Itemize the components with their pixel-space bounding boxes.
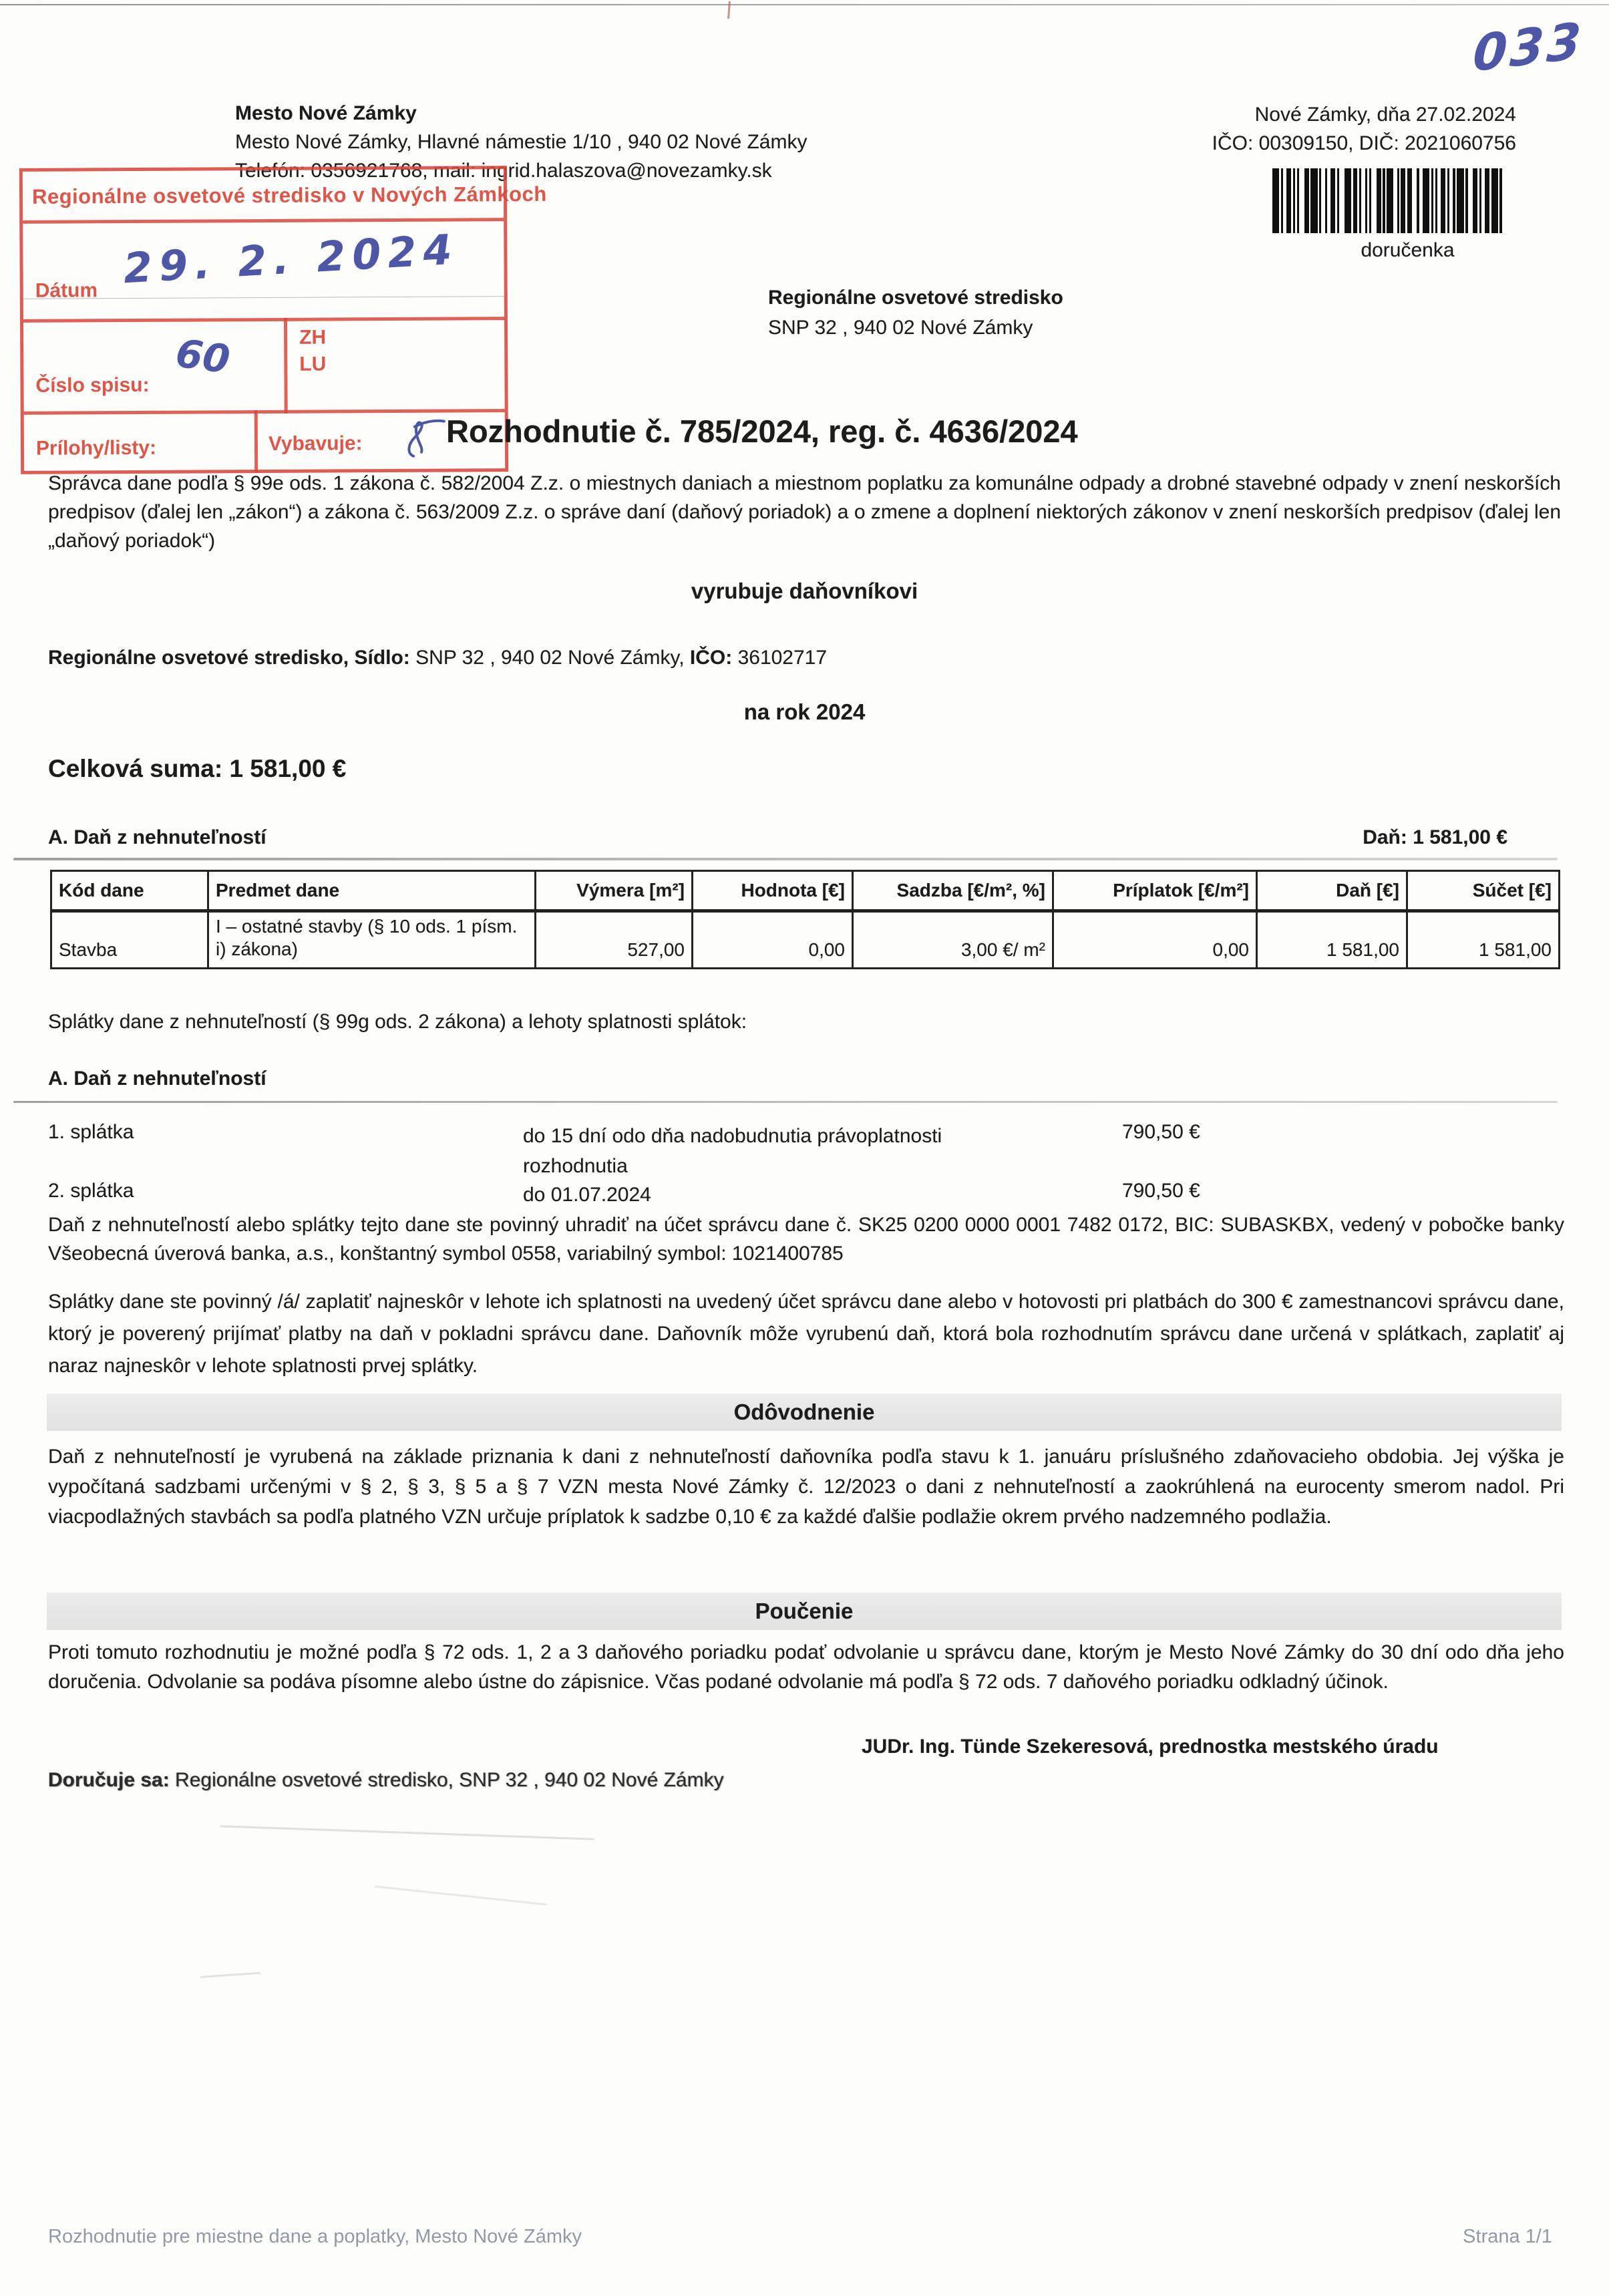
installment-2-term: do 01.07.2024 — [523, 1184, 651, 1206]
stamp-date-row — [23, 221, 504, 323]
barcode-bar — [1297, 168, 1299, 233]
stamp-date-label: Dátum — [35, 279, 98, 302]
barcode-bar — [1293, 168, 1295, 233]
delivery-label: Doručuje sa: — [48, 1769, 170, 1791]
stamp-initials-1: ZH — [299, 326, 327, 349]
recipient-name: Regionálne osvetové stredisko — [768, 287, 1063, 309]
barcode-bar — [1359, 168, 1361, 233]
barcode-label: doručenka — [1361, 239, 1455, 261]
taxpayer-ico-label: IČO: — [689, 647, 733, 669]
barcode-bar — [1345, 168, 1351, 233]
barcode-bar — [1491, 168, 1498, 233]
col-vymera: Výmera [m²] — [536, 871, 693, 911]
barcode-bar — [1377, 168, 1381, 233]
handwritten-file-number: 60 — [173, 330, 233, 383]
barcode-bar — [1457, 168, 1463, 233]
barcode-bar — [1286, 168, 1291, 233]
odovodnenie-band — [47, 1393, 1562, 1431]
stamp-attachments-label: Prílohy/listy: — [35, 436, 157, 460]
payment-note-paragraph: Splátky dane ste povinný /á/ zaplatiť najneskôr v lehote ich splatnosti na uvedený účet správcu dane alebo v hotovosti pri platbách do 300 € zamestnancovi správcu dane, ktorý je poverený prijímať platby na daň v pokladni správcu dane. Daňovník môže vyrubenú daň, ktorá bola rozhodnutím správcu dane určená v splátkach, zaplatiť aj naraz najneskôr v lehote splatnosti prvej splátky. — [48, 1291, 1564, 1377]
tax-table — [50, 870, 1560, 969]
taxpayer-ico-value: 36102717 — [732, 647, 828, 669]
cell-hodnota: 0,00 — [693, 911, 853, 969]
sender-contact: Telefón: 0356921768, mail: ingrid.halaszova@novezamky.sk — [235, 160, 772, 182]
stamp-bottom-row — [24, 412, 505, 474]
barcode-bar — [1365, 168, 1367, 233]
installment-2-label: 2. splátka — [48, 1180, 134, 1202]
date-ico-block — [1212, 100, 1516, 158]
total-sum-line: Celková suma: 1 581,00 € — [48, 755, 347, 782]
registry-stamp — [19, 166, 547, 474]
barcode-bar — [1272, 168, 1279, 233]
barcode-bar — [1304, 168, 1309, 233]
stamp-attachments-cell — [24, 414, 254, 474]
levy-line: vyrubuje daňovníkovi — [691, 579, 918, 603]
cell-predmet-dane: I – ostatné stavby (§ 10 ods. 1 písm. i) zákona) — [208, 911, 536, 969]
col-dan: Daň [€] — [1257, 871, 1407, 911]
poucenie-band — [47, 1593, 1562, 1630]
barcode-bar — [1383, 168, 1385, 233]
cell-sucet: 1 581,00 — [1407, 911, 1560, 969]
barcode-bar — [1407, 168, 1412, 233]
intro-paragraph: Správca dane podľa § 99e ods. 1 zákona č. 582/2004 Z.z. o miestnych daniach a miestnom poplatku za komunálne odpady a drobné stavebné odpady v znení neskorších predpisov (ďalej len „zákon“) a zákona č. 563/2009 Z.z. o správe daní (daňový poriadok) a o zmene a doplnení niektorých zákonov v znení neskorších predpisov (ďalej len „daňový poriadok“) — [48, 472, 1561, 552]
tax-table-data-row — [51, 911, 1560, 969]
scan-artifact-top-line — [0, 4, 1609, 5]
scan-artifact-ghost — [200, 1972, 260, 1978]
stamp-file-label: Číslo spisu: — [35, 373, 150, 397]
stamp-title: Regionálne osvetové stredisko v Nových Zámkoch — [23, 169, 504, 224]
barcode-bar — [1369, 168, 1371, 233]
barcode-bar — [1447, 168, 1449, 233]
col-sadzba: Sadzba [€/m², %] — [853, 871, 1053, 911]
barcode-bar — [1337, 168, 1339, 233]
barcode-bar — [1310, 168, 1317, 233]
cell-vymera: 527,00 — [536, 911, 693, 969]
barcode-bar — [1417, 168, 1419, 233]
barcode-bar — [1479, 168, 1481, 233]
stamp-file-cell — [23, 321, 285, 412]
poucenie-body: Proti tomuto rozhodnutiu je možné podľa § 72 ods. 1, 2 a 3 daňového poriadku podať odvolanie u správcu dane, ktorým je Mesto Nové Zámky do 30 dní odo dňa jeho doručenia. Odvolanie sa podáva písomne alebo ústne do zápisnice. Včas podané odvolanie má podľa § 72 ods. 7 daňového poriadku odkladný účinok. — [48, 1641, 1564, 1693]
divider-line-2 — [13, 1101, 1558, 1103]
place-date: Nové Zámky, dňa 27.02.2024 — [1254, 104, 1516, 126]
cell-priplatok: 0,00 — [1053, 911, 1257, 969]
footer-page-number: Strana 1/1 — [1463, 2226, 1552, 2247]
sender-address: Mesto Nové Zámky, Hlavné námestie 1/10 , 940 02 Nové Zámky — [235, 131, 808, 153]
installment-2-amount: 790,50 € — [1122, 1180, 1200, 1202]
cell-sadzba: 3,00 €/ m² — [853, 911, 1053, 969]
handwritten-page-number: 033 — [1471, 11, 1586, 84]
barcode-bar — [1387, 168, 1393, 233]
stamp-initials-2: LU — [299, 353, 327, 375]
delivery-line — [48, 1769, 724, 1792]
footer-document-type: Rozhodnutie pre miestne dane a poplatky, Mesto Nové Zámky — [48, 2226, 582, 2247]
scan-artifact-ghost — [375, 1885, 548, 1905]
barcode-bar — [1401, 168, 1405, 233]
col-priplatok: Príplatok [€/m²] — [1053, 871, 1257, 911]
year-line: na rok 2024 — [743, 699, 866, 724]
barcode-bar — [1453, 168, 1455, 233]
barcode-bar — [1435, 168, 1437, 233]
section-a-heading: A. Daň z nehnuteľností — [48, 826, 266, 848]
signature-line: JUDr. Ing. Tünde Szekeresová, prednostka mestského úradu — [862, 1736, 1439, 1758]
recipient-address: SNP 32 , 940 02 Nové Zámky — [768, 317, 1033, 339]
cell-kod-dane: Stavba — [51, 911, 208, 969]
stamp-handler-label: Vybavuje: — [268, 432, 363, 455]
tax-table-header-row — [51, 871, 1560, 911]
barcode-bar — [1330, 168, 1335, 233]
installment-1-term: do 15 dní odo dňa nadobudnutia právoplatnosti rozhodnutia — [523, 1125, 942, 1177]
barcode-bar — [1325, 168, 1327, 233]
payment-info-paragraph: Daň z nehnuteľností alebo splátky tejto dane ste povinný uhradiť na účet správcu dane č. SK25 0200 0000 0001 7482 0172, BIC: SUBASKBX, vedený v pobočke banky Všeobecná úverová banka, a.s., konštantný symbol 0558, variabilný symbol: 1021400785 — [48, 1214, 1564, 1265]
col-kod-dane: Kód dane — [51, 871, 208, 911]
barcode-bar — [1281, 168, 1283, 233]
barcode — [1272, 168, 1543, 233]
recipient-block — [768, 283, 1063, 343]
divider-line — [13, 858, 1558, 860]
barcode-bar — [1423, 168, 1429, 233]
col-hodnota: Hodnota [€] — [693, 871, 853, 911]
scan-artifact-ghost — [220, 1825, 594, 1840]
barcode-bar — [1473, 168, 1477, 233]
handwritten-date: 29. 2. 2024 — [122, 224, 460, 293]
col-sucet: Súčet [€] — [1407, 871, 1560, 911]
installments-heading: A. Daň z nehnuteľností — [48, 1068, 266, 1090]
barcode-bar — [1465, 168, 1467, 233]
barcode-bar — [1353, 168, 1358, 233]
taxpayer-address: SNP 32 , 940 02 Nové Zámky, — [409, 647, 690, 669]
ico-dic: IČO: 00309150, DIČ: 2021060756 — [1212, 132, 1516, 154]
taxpayer-line — [48, 647, 1561, 669]
section-a-tax-total: Daň: 1 581,00 € — [1363, 826, 1507, 848]
sender-name: Mesto Nové Zámky — [235, 102, 417, 124]
barcode-bar — [1397, 168, 1399, 233]
stamp-file-row — [23, 320, 505, 415]
col-predmet-dane: Predmet dane — [208, 871, 536, 911]
installment-1-label: 1. splátka — [48, 1121, 134, 1143]
barcode-bar — [1499, 168, 1501, 233]
odovodnenie-body: Daň z nehnuteľností je vyrubená na základe priznania k dani z nehnuteľností daňovníka podľa stavu k 1. januáru príslušného zdaňovacieho obdobia. Jej výška je vypočítaná sadzbami určenými v § 2, § 3, § 5 a § 7 VZN mesta Nové Zámky č. 12/2023 o dani z nehnuteľností a zaokrúhlená na eurocenty smerom nadol. Pri viacpodlažných stavbách sa podľa platného VZN určuje príplatok k sadzbe 0,10 € za každé ďalšie podlažie okrem prvého nadzemného podlažia. — [48, 1446, 1564, 1528]
barcode-bar — [1485, 168, 1489, 233]
barcode-bar — [1441, 168, 1445, 233]
odovodnenie-heading: Odôvodnenie — [733, 1400, 875, 1424]
installments-intro: Splátky dane z nehnuteľností (§ 99g ods. 2 zákona) a lehoty splatnosti splátok: — [48, 1011, 747, 1033]
stamp-initials-cell — [284, 317, 505, 414]
barcode-bar — [1319, 168, 1321, 233]
scan-artifact-mark — [727, 1, 731, 19]
decision-title: Rozhodnutie č. 785/2024, reg. č. 4636/2024 — [446, 414, 1078, 449]
poucenie-heading: Poučenie — [755, 1599, 854, 1623]
installment-1-amount: 790,50 € — [1122, 1121, 1200, 1143]
taxpayer-name-label: Regionálne osvetové stredisko, Sídlo: — [48, 647, 410, 669]
delivery-text: Regionálne osvetové stredisko, SNP 32 , 940 02 Nové Zámky — [169, 1769, 724, 1791]
barcode-bar — [1431, 168, 1433, 233]
cell-dan: 1 581,00 — [1257, 911, 1407, 969]
